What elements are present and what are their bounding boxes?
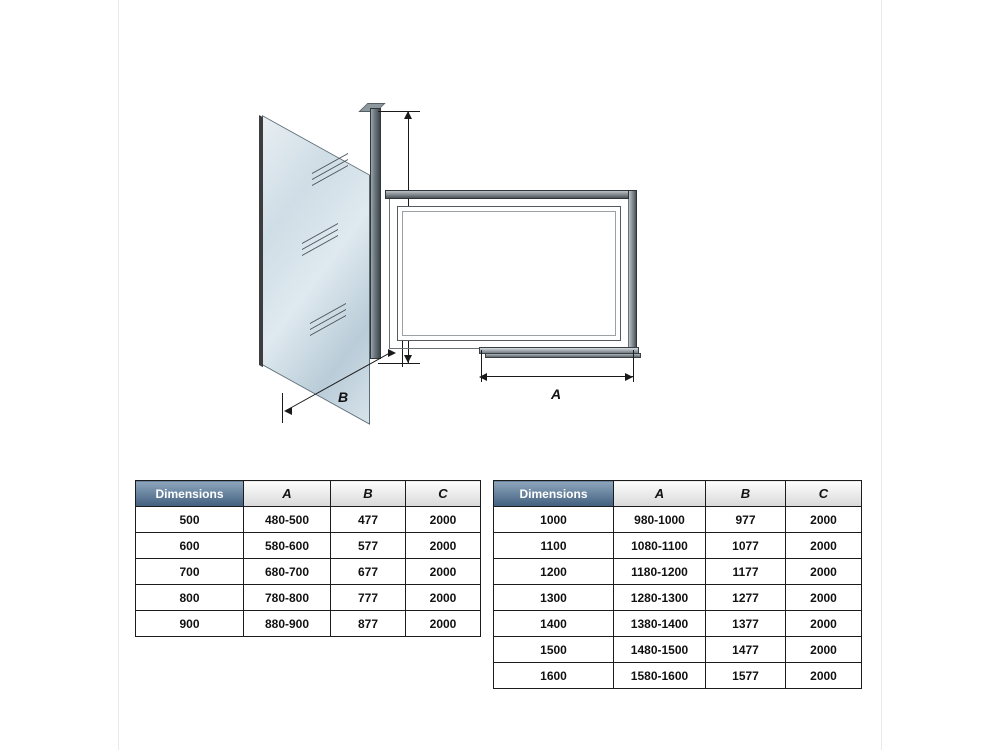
table-row <box>494 559 862 585</box>
cell-b: 777 <box>331 585 406 611</box>
dimension-a-label: A <box>551 386 562 402</box>
dimension-a-tick-left <box>481 350 482 382</box>
cell-b: 577 <box>331 533 406 559</box>
cell-a: 780-800 <box>244 585 331 611</box>
dimension-b-arrow-left <box>284 407 292 415</box>
wall-right <box>628 190 637 358</box>
cell-dimension: 800 <box>136 585 244 611</box>
cell-dimension: 500 <box>136 507 244 533</box>
cell-dimension: 1400 <box>494 611 614 637</box>
cell-c: 2000 <box>786 611 862 637</box>
cell-c: 2000 <box>786 663 862 689</box>
cell-c: 2000 <box>786 507 862 533</box>
table-header-a: A <box>244 481 331 507</box>
hatch-mark-icon <box>302 243 338 257</box>
table-header-c: C <box>786 481 862 507</box>
dimensions-table-right <box>493 480 862 689</box>
cell-c: 2000 <box>786 559 862 585</box>
cell-dimension: 1200 <box>494 559 614 585</box>
cell-c: 2000 <box>406 559 481 585</box>
cell-b: 477 <box>331 507 406 533</box>
cell-dimension: 600 <box>136 533 244 559</box>
wall-top <box>385 190 637 199</box>
table-row <box>494 663 862 689</box>
glass-panel-plan-edge <box>485 353 641 358</box>
cell-a: 1280-1300 <box>614 585 706 611</box>
cell-c: 2000 <box>406 611 481 637</box>
table-row <box>136 585 481 611</box>
hatch-mark-icon <box>310 323 346 337</box>
cell-a: 1580-1600 <box>614 663 706 689</box>
support-post <box>370 108 381 359</box>
cell-b: 1177 <box>706 559 786 585</box>
cell-c: 2000 <box>786 637 862 663</box>
cell-c: 2000 <box>406 585 481 611</box>
dimensions-table-left <box>135 480 481 637</box>
cell-dimension: 900 <box>136 611 244 637</box>
cell-a: 1080-1100 <box>614 533 706 559</box>
table-row <box>136 611 481 637</box>
cell-a: 680-700 <box>244 559 331 585</box>
table-header-b: B <box>706 481 786 507</box>
table-row <box>136 507 481 533</box>
cell-c: 2000 <box>406 533 481 559</box>
cell-b: 1577 <box>706 663 786 689</box>
cell-dimension: 700 <box>136 559 244 585</box>
cell-dimension: 1300 <box>494 585 614 611</box>
cell-b: 677 <box>331 559 406 585</box>
table-row <box>494 585 862 611</box>
dimension-b-label: B <box>338 389 349 405</box>
dimension-a-arrow-right <box>625 373 633 381</box>
cell-a: 1180-1200 <box>614 559 706 585</box>
table-row <box>494 611 862 637</box>
cell-a: 980-1000 <box>614 507 706 533</box>
cell-a: 880-900 <box>244 611 331 637</box>
dimension-b-tick-left <box>282 393 283 423</box>
cell-dimension: 1500 <box>494 637 614 663</box>
table-row <box>494 507 862 533</box>
cell-dimension: 1600 <box>494 663 614 689</box>
table-header-row <box>136 481 481 507</box>
enclosure-inner-outline-2 <box>402 211 616 336</box>
glass-panel <box>262 115 370 425</box>
dimension-a-line <box>481 376 633 377</box>
glass-left-edge <box>259 115 263 367</box>
table-row <box>494 637 862 663</box>
table-header-dimensions: Dimensions <box>494 481 614 507</box>
dimension-c-tick-top <box>378 111 420 112</box>
table-row <box>494 533 862 559</box>
table-row <box>136 559 481 585</box>
cell-b: 877 <box>331 611 406 637</box>
cell-c: 2000 <box>786 533 862 559</box>
cell-c: 2000 <box>786 585 862 611</box>
table-header-a: A <box>614 481 706 507</box>
dimension-a-tick-right <box>633 350 634 382</box>
table-header-row <box>494 481 862 507</box>
cell-dimension: 1000 <box>494 507 614 533</box>
cell-b: 1377 <box>706 611 786 637</box>
cell-a: 580-600 <box>244 533 331 559</box>
cell-a: 1480-1500 <box>614 637 706 663</box>
table-header-b: B <box>331 481 406 507</box>
cell-a: 480-500 <box>244 507 331 533</box>
cell-b: 1477 <box>706 637 786 663</box>
cell-c: 2000 <box>406 507 481 533</box>
cell-b: 1077 <box>706 533 786 559</box>
dimension-c-arrow-top <box>404 111 412 119</box>
cell-a: 1380-1400 <box>614 611 706 637</box>
cell-b: 977 <box>706 507 786 533</box>
table-row <box>136 533 481 559</box>
plan-view <box>385 190 655 410</box>
cell-b: 1277 <box>706 585 786 611</box>
cell-dimension: 1100 <box>494 533 614 559</box>
table-header-dimensions: Dimensions <box>136 481 244 507</box>
table-header-c: C <box>406 481 481 507</box>
hatch-mark-icon <box>312 173 348 187</box>
